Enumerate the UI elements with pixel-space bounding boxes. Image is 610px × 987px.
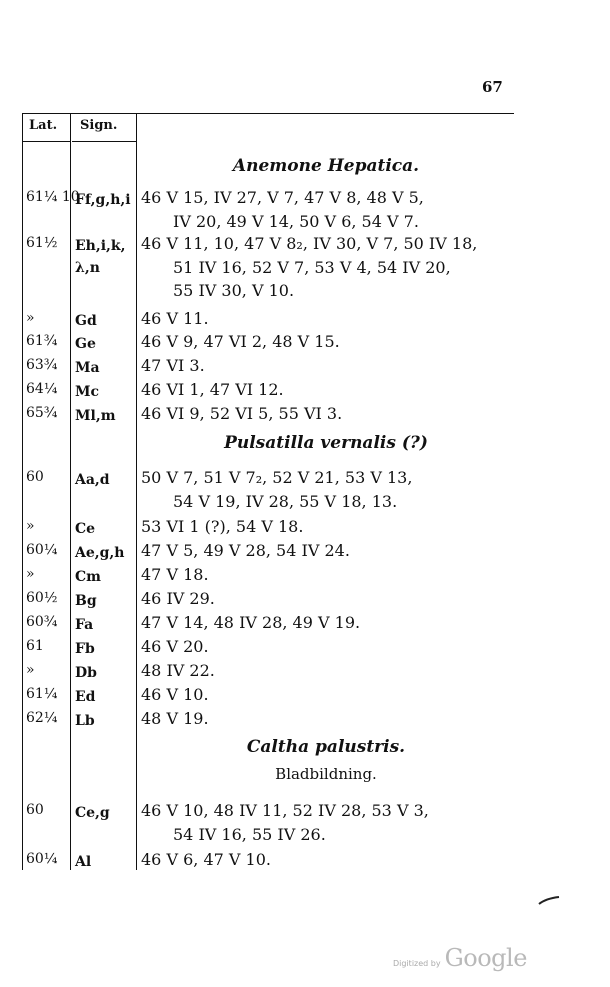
watermark-prefix: Digitized by (393, 959, 441, 968)
section-subtitle: Bladbildning. (275, 765, 377, 783)
observation-line: 54 IV 16, 55 IV 26. (173, 824, 326, 844)
observation-line: 46 V 9, 47 VI 2, 48 V 15. (141, 332, 340, 351)
observation-cell (141, 307, 513, 331)
observation-cell (141, 539, 513, 563)
latitude-cell: 61¼ 10 (26, 189, 80, 205)
signature-cell: Bg (75, 593, 97, 609)
ink-mark-icon (538, 896, 560, 906)
latitude-cell: 60¼ (26, 851, 58, 867)
signature-cell: Ce (75, 521, 96, 537)
observation-line: 50 V 7, 51 V 7₂, 52 V 21, 53 V 13, (141, 468, 413, 487)
signature-cell: Ma (75, 360, 100, 376)
observation-cell (141, 330, 513, 354)
latitude-cell: 60¼ (26, 542, 58, 558)
latitude-cell: 62¼ (26, 710, 58, 726)
observation-cell (141, 186, 513, 233)
signature-cell: Ed (75, 689, 96, 705)
observation-line: 46 VI 1, 47 VI 12. (141, 380, 284, 399)
observation-line: 48 V 19. (141, 709, 209, 728)
observation-line: 46 V 20. (141, 637, 209, 656)
header-underline (72, 141, 136, 142)
observation-line: 46 V 15, IV 27, V 7, 47 V 8, 48 V 5, (141, 188, 424, 207)
google-logo: Google (444, 944, 527, 972)
signature-cell: Fa (75, 617, 94, 633)
observation-line: 48 IV 22. (141, 661, 215, 680)
observation-cell (141, 563, 513, 587)
column-header-lat: Lat. (29, 118, 58, 133)
signature-cell: Mc (75, 384, 100, 400)
latitude-cell: 61 (26, 638, 44, 654)
observation-line: 51 IV 16, 52 V 7, 53 V 4, 54 IV 20, (173, 257, 451, 277)
table-top-rule (22, 113, 514, 114)
signature-cell: Ce,g (75, 805, 110, 821)
observation-line: 47 V 18. (141, 565, 209, 584)
observation-cell (141, 378, 513, 402)
latitude-cell: 61½ (26, 235, 58, 251)
observation-cell (141, 466, 513, 513)
latitude-cell: 60¾ (26, 614, 58, 630)
latitude-cell: 64¼ (26, 381, 58, 397)
digitized-watermark (393, 944, 527, 972)
signature-cell: Cm (75, 569, 101, 585)
observation-line: 55 IV 30, V 10. (173, 281, 295, 300)
signature-cell: Fb (75, 641, 95, 657)
column-divider (136, 113, 137, 870)
signature-cell: Al (75, 854, 92, 870)
observation-line: 46 VI 9, 52 VI 5, 55 VI 3. (141, 404, 343, 423)
observation-cell (141, 354, 513, 378)
observation-cell (141, 611, 513, 635)
observation-line: 46 V 11, 10, 47 V 8₂, IV 30, V 7, 50 IV 18, (141, 234, 478, 253)
signature-cell: Eh,i,k, λ,n (75, 238, 126, 276)
observation-line: 46 V 10. (141, 685, 209, 704)
observation-line: 47 VI 3. (141, 356, 205, 375)
observation-line: 47 V 14, 48 IV 28, 49 V 19. (141, 613, 361, 632)
column-divider (70, 113, 71, 870)
signature-cell: Ml,m (75, 408, 116, 424)
signature-cell: Ff,g,h,i (75, 192, 131, 208)
signature-cell: Db (75, 665, 97, 681)
section-title: Pulsatilla vernalis (?) (224, 433, 428, 453)
latitude-cell: » (26, 662, 35, 678)
observation-cell (141, 635, 513, 659)
observation-cell (141, 683, 513, 707)
signature-cell: Lb (75, 713, 95, 729)
observation-cell (141, 799, 513, 846)
observation-line: 46 V 10, 48 IV 11, 52 IV 28, 53 V 3, (141, 801, 429, 820)
observation-cell (141, 707, 513, 731)
observation-line: 47 V 5, 49 V 28, 54 IV 24. (141, 541, 350, 560)
observation-line: 46 V 11. (141, 309, 209, 328)
observation-line: IV 20, 49 V 14, 50 V 6, 54 V 7. (173, 211, 419, 231)
column-divider (22, 113, 23, 870)
latitude-cell: 60 (26, 469, 44, 485)
latitude-cell: » (26, 310, 35, 326)
signature-cell: Aa,d (75, 472, 110, 488)
page-number: 67 (482, 78, 503, 96)
section-title: Anemone Hepatica. (232, 156, 420, 176)
latitude-cell: » (26, 518, 35, 534)
section-title: Caltha palustris. (246, 737, 406, 757)
signature-cell: Ae,g,h (75, 545, 125, 561)
latitude-cell: 63¾ (26, 357, 58, 373)
column-header-sign: Sign. (80, 118, 118, 133)
observation-line: 46 IV 29. (141, 589, 215, 608)
observation-cell (141, 402, 513, 426)
latitude-cell: 60 (26, 802, 44, 818)
observation-line: 54 V 19, IV 28, 55 V 18, 13. (173, 491, 398, 511)
latitude-cell: 61¼ (26, 686, 58, 702)
observation-cell (141, 587, 513, 611)
observation-cell (141, 848, 513, 872)
latitude-cell: » (26, 566, 35, 582)
observation-cell (141, 515, 513, 539)
latitude-cell: 61¾ (26, 333, 58, 349)
header-underline (22, 141, 70, 142)
latitude-cell: 65¾ (26, 405, 58, 421)
observation-line: 46 V 6, 47 V 10. (141, 850, 271, 869)
observation-cell (141, 659, 513, 683)
signature-cell: Gd (75, 313, 97, 329)
signature-cell: Ge (75, 336, 96, 352)
latitude-cell: 60½ (26, 590, 58, 606)
observation-cell (141, 232, 513, 303)
observation-line: 53 VI 1 (?), 54 V 18. (141, 517, 304, 536)
